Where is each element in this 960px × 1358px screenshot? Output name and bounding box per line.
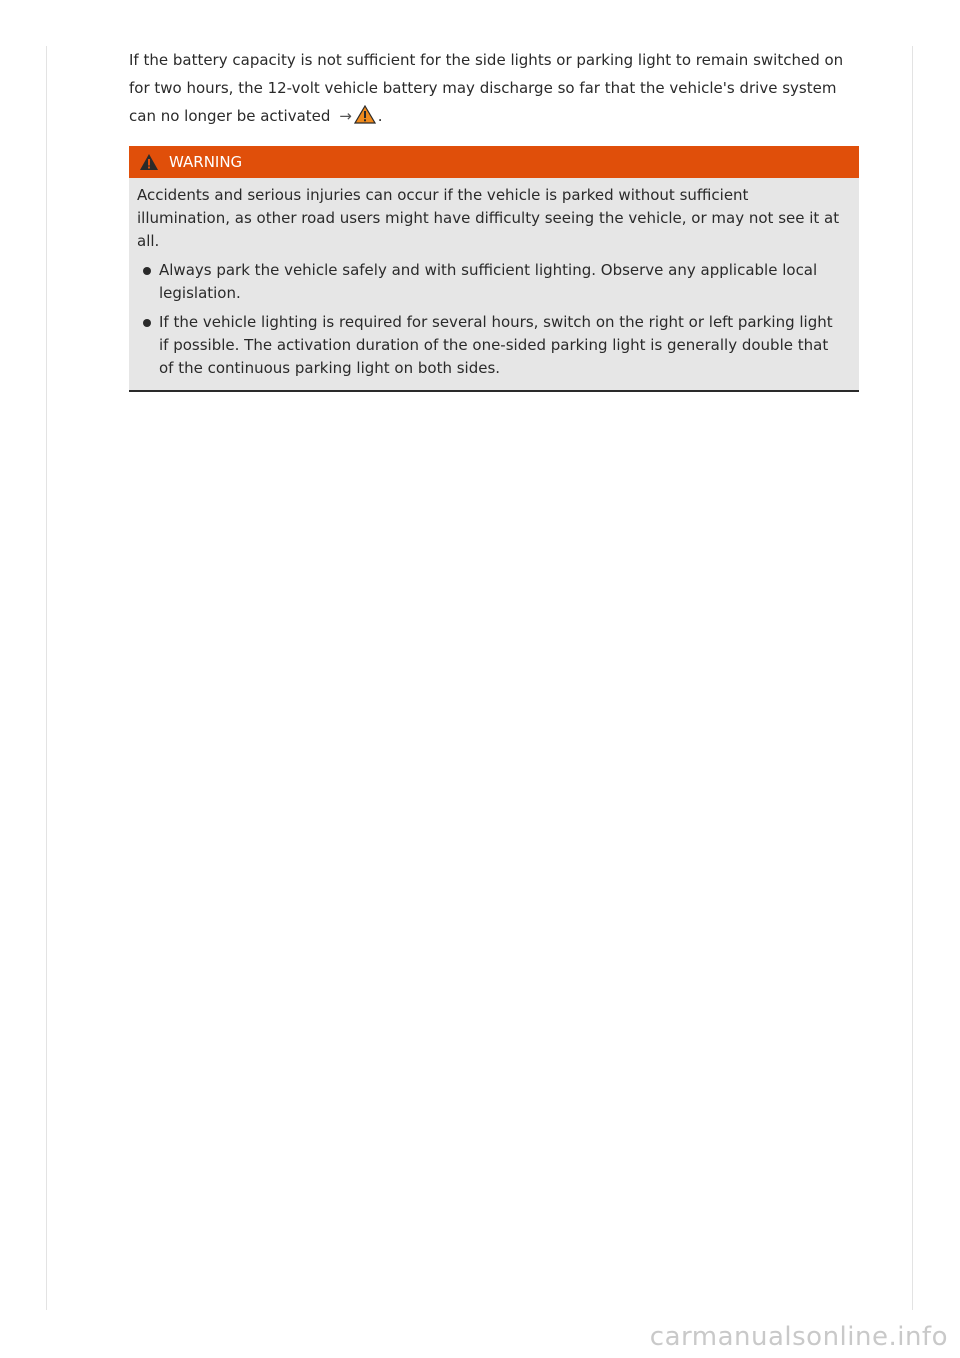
list-item (137, 259, 845, 305)
list-item-text: If the vehicle lighting is required for several hours, switch on the right or left parking light if possible. The activation duration of the one-sided parking light is generally double that of the continuous parking light on both sides. (159, 313, 833, 377)
intro-paragraph (129, 46, 864, 133)
page-margin-rule-right (912, 46, 913, 1310)
intro-end: . (377, 107, 383, 125)
warning-body (129, 178, 859, 390)
warning-title: WARNING (169, 153, 243, 171)
warning-paragraph: Accidents and serious injuries can occur if the vehicle is parked without sufficient illumination, as other road users might have difficulty seeing the vehicle, or may not see it at all. (137, 186, 840, 250)
warning-triangle-icon[interactable] (354, 105, 376, 133)
list-item (137, 311, 845, 380)
bullet-icon (143, 267, 151, 275)
warning-box (129, 146, 859, 392)
warning-header (129, 146, 859, 178)
page-margin-rule-left (46, 46, 47, 1310)
warning-list (137, 259, 845, 380)
warning-triangle-icon (139, 153, 159, 171)
list-item-text: Always park the vehicle safely and with sufficient lighting. Observe any applicable local legislation. (159, 261, 818, 302)
intro-text: If the battery capacity is not sufficient for the side lights or parking light to remain switched on for two hours, the 12-volt vehicle battery may discharge so far that the vehicle's drive system can no longer be activated (129, 51, 844, 125)
bullet-icon (143, 319, 151, 327)
watermark: carmanualsonline.info (649, 1322, 948, 1352)
reference-arrow: → (339, 107, 352, 125)
